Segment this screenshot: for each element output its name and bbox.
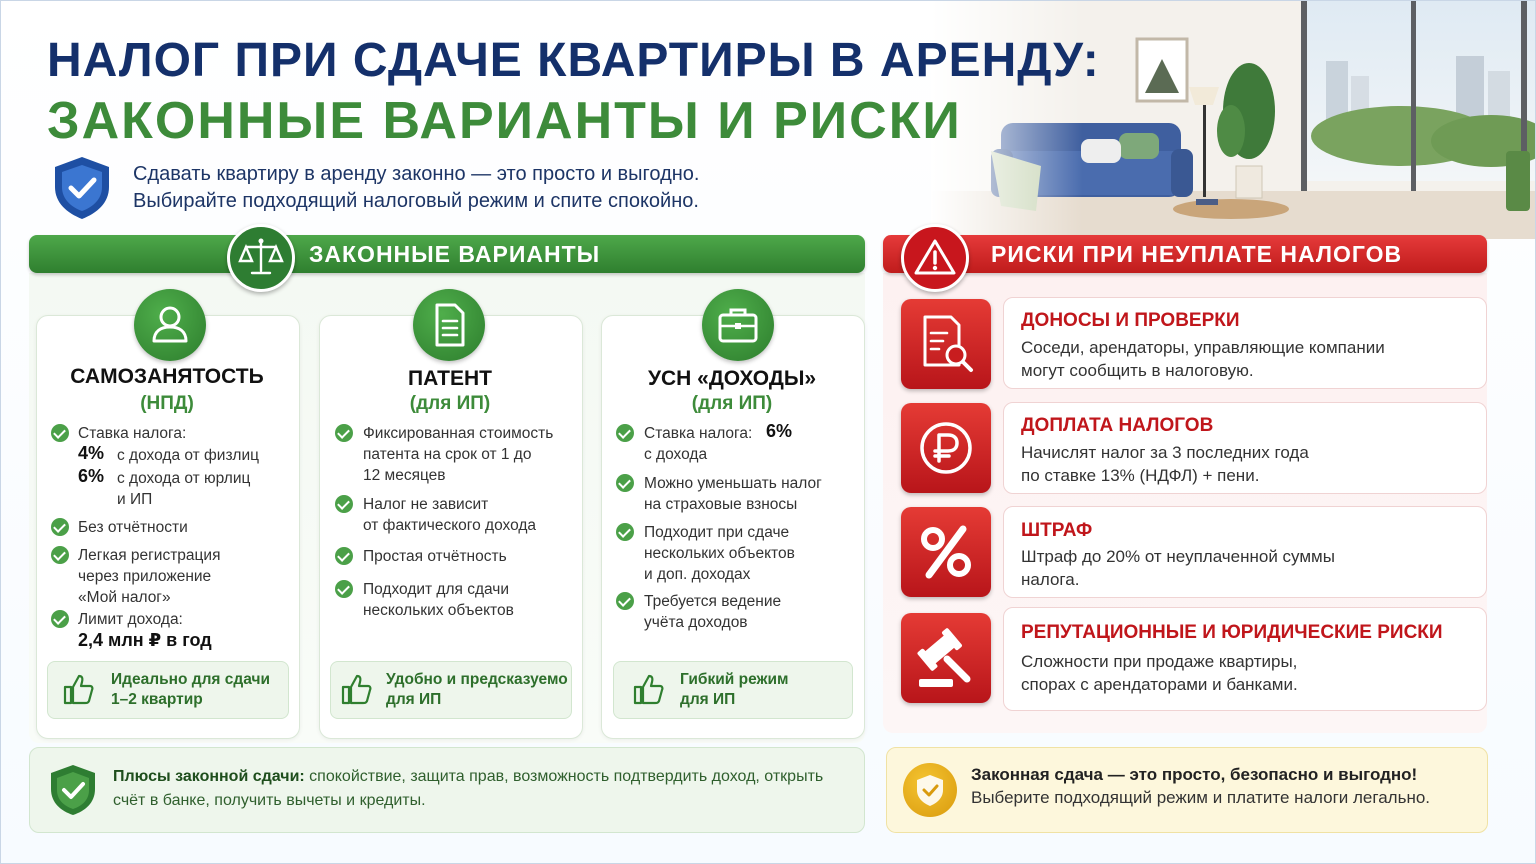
card1-rate1-value: 4%	[78, 443, 105, 463]
gavel-icon	[901, 613, 991, 703]
card3-item2-line1: Можно уменьшать налог	[644, 475, 822, 492]
card1-rate1-text: с дохода от физлиц	[117, 447, 259, 464]
check-icon	[51, 546, 69, 564]
card2-item1-line1: Фиксированная стоимость	[363, 425, 554, 442]
risk-text	[1021, 441, 1309, 487]
legal-pros-bold: Плюсы законной сдачи:	[113, 768, 305, 785]
summary-title: Законная сдача — это просто, безопасно и выгодно!	[971, 765, 1418, 784]
card1-rate2-text-line1: с дохода от юрлиц	[117, 470, 251, 487]
card3-footer-line1: Гибкий режим	[680, 671, 789, 688]
check-icon	[616, 424, 634, 442]
card3-item4-line1: Требуется ведение	[644, 593, 782, 610]
card3-item4	[644, 591, 781, 633]
card3-item2	[644, 473, 822, 515]
card3-item1-line2: с дохода	[644, 446, 708, 463]
card1-footer-line2: 1–2 квартир	[111, 691, 203, 708]
card3-item3-line2: нескольких объектов	[644, 545, 795, 562]
thumbs-up-icon	[631, 672, 665, 706]
legal-pros-body: спокойствие, защита прав, возможность подтвердить доход, открыть счёт в банке, получить вычеты и кредиты.	[113, 768, 824, 809]
card3-item3-line1: Подходит при сдаче	[644, 524, 790, 541]
user-icon	[134, 289, 206, 361]
card2-footer-line1: Удобно и предсказуемо	[386, 671, 568, 688]
check-icon	[335, 424, 353, 442]
card2-item3: Простая отчётность	[363, 548, 507, 565]
risk-text	[1021, 650, 1298, 696]
card1-footer-text	[111, 670, 270, 710]
card2-item4-line2: нескольких объектов	[363, 602, 514, 619]
card3-item1-label: Ставка налога:	[644, 425, 753, 442]
card-title-usn: УСН «ДОХОДЫ»	[647, 367, 817, 390]
intro-text	[133, 161, 699, 215]
card-title-self-employed: САМОЗАНЯТОСТЬ	[70, 365, 264, 388]
ruble-icon	[901, 403, 991, 493]
card1-item2: Без отчётности	[78, 519, 188, 536]
card2-item4	[363, 579, 514, 621]
card1-item3-line2: через приложение	[78, 568, 212, 585]
card-subtitle-self-employed: (НПД)	[140, 393, 194, 414]
risk-title: ШТРАФ	[1021, 520, 1093, 541]
shield-check-icon	[47, 763, 99, 817]
card1-item3-line3: «Мой налог»	[78, 589, 171, 606]
card3-footer-text	[680, 670, 789, 710]
check-icon	[616, 523, 634, 541]
page-title-line1: НАЛОГ ПРИ СДАЧЕ КВАРТИРЫ В АРЕНДУ:	[47, 34, 1100, 87]
page-title-line2: ЗАКОННЫЕ ВАРИАНТЫ И РИСКИ	[47, 92, 962, 150]
risk-text-line2: могут сообщить в налоговую.	[1021, 361, 1254, 380]
briefcase-icon	[702, 289, 774, 361]
warning-icon	[901, 224, 969, 292]
card2-item2	[363, 494, 536, 536]
risk-text	[1021, 336, 1385, 382]
card-subtitle-patent: (для ИП)	[409, 393, 491, 414]
card2-item4-line1: Подходит для сдачи	[363, 581, 510, 598]
card1-item4-line1: Лимит дохода:	[78, 611, 183, 628]
document-icon	[413, 289, 485, 361]
card2-item2-line2: от фактического дохода	[363, 517, 537, 534]
check-icon	[616, 474, 634, 492]
percent-icon	[901, 507, 991, 597]
risk-text-line1: Начислят налог за 3 последних года	[1021, 443, 1309, 462]
risk-text-line1: Сложности при продаже квартиры,	[1021, 652, 1298, 671]
thumbs-up-icon	[339, 672, 373, 706]
risk-text-line1: Штраф до 20% от неуплаченной суммы	[1021, 547, 1335, 566]
check-icon	[335, 547, 353, 565]
card2-item1	[363, 423, 553, 486]
summary-text: Выберите подходящий режим и платите налоги легально.	[971, 788, 1431, 807]
shield-check-icon	[903, 763, 957, 817]
card2-footer-line2: для ИП	[386, 691, 442, 708]
card2-item1-line2: патента на срок от 1 до	[363, 446, 532, 463]
check-icon	[335, 495, 353, 513]
document-search-icon	[901, 299, 991, 389]
card1-item3	[78, 545, 220, 608]
card-subtitle-usn: (для ИП)	[691, 393, 773, 414]
legal-options-heading: ЗАКОННЫЕ ВАРИАНТЫ	[309, 241, 601, 267]
risk-title: РЕПУТАЦИОННЫЕ И ЮРИДИЧЕСКИЕ РИСКИ	[1021, 622, 1443, 643]
thumbs-up-icon	[61, 672, 95, 706]
risk-text-line2: спорах с арендаторами и банками.	[1021, 675, 1298, 694]
check-icon	[616, 592, 634, 610]
check-icon	[51, 610, 69, 628]
card1-rate-label: Ставка налога:	[78, 425, 187, 442]
risk-text	[1021, 545, 1335, 591]
intro-line2: Выбирайте подходящий налоговый режим и спите спокойно.	[133, 190, 699, 212]
card2-item2-line1: Налог не зависит	[363, 496, 489, 513]
card2-item1-line3: 12 месяцев	[363, 467, 446, 484]
risk-text-line2: налога.	[1021, 570, 1080, 589]
card3-item3	[644, 522, 795, 585]
card1-item4-line2: 2,4 млн ₽ в год	[78, 630, 212, 650]
risk-title: ДОПЛАТА НАЛОГОВ	[1021, 415, 1214, 436]
shield-check-icon	[51, 155, 113, 221]
card3-item4-line2: учёта доходов	[644, 614, 748, 631]
card1-item3-line1: Легкая регистрация	[78, 547, 221, 564]
risks-heading: РИСКИ ПРИ НЕУПЛАТЕ НАЛОГОВ	[991, 241, 1403, 267]
risk-text-line1: Соседи, арендаторы, управляющие компании	[1021, 338, 1385, 357]
card3-item1-value: 6%	[766, 421, 793, 441]
card3-item2-line2: на страховые взносы	[644, 496, 798, 513]
intro-line1: Сдавать квартиру в аренду законно — это просто и выгодно.	[133, 163, 700, 185]
scales-icon	[227, 224, 295, 292]
card3-item3-line3: и доп. доходах	[644, 566, 751, 583]
risk-title: ДОНОСЫ И ПРОВЕРКИ	[1021, 310, 1240, 331]
check-icon	[51, 424, 69, 442]
risk-text-line2: по ставке 13% (НДФЛ) + пени.	[1021, 466, 1260, 485]
card1-rate2-text-line2: и ИП	[117, 491, 153, 508]
card2-footer-text	[386, 670, 568, 710]
card3-footer-line2: для ИП	[680, 691, 736, 708]
check-icon	[51, 518, 69, 536]
legal-pros-text	[113, 765, 843, 813]
check-icon	[335, 580, 353, 598]
card1-rate2-value: 6%	[78, 466, 105, 486]
card-title-patent: ПАТЕНТ	[407, 367, 493, 390]
card1-footer-line1: Идеально для сдачи	[111, 671, 270, 688]
